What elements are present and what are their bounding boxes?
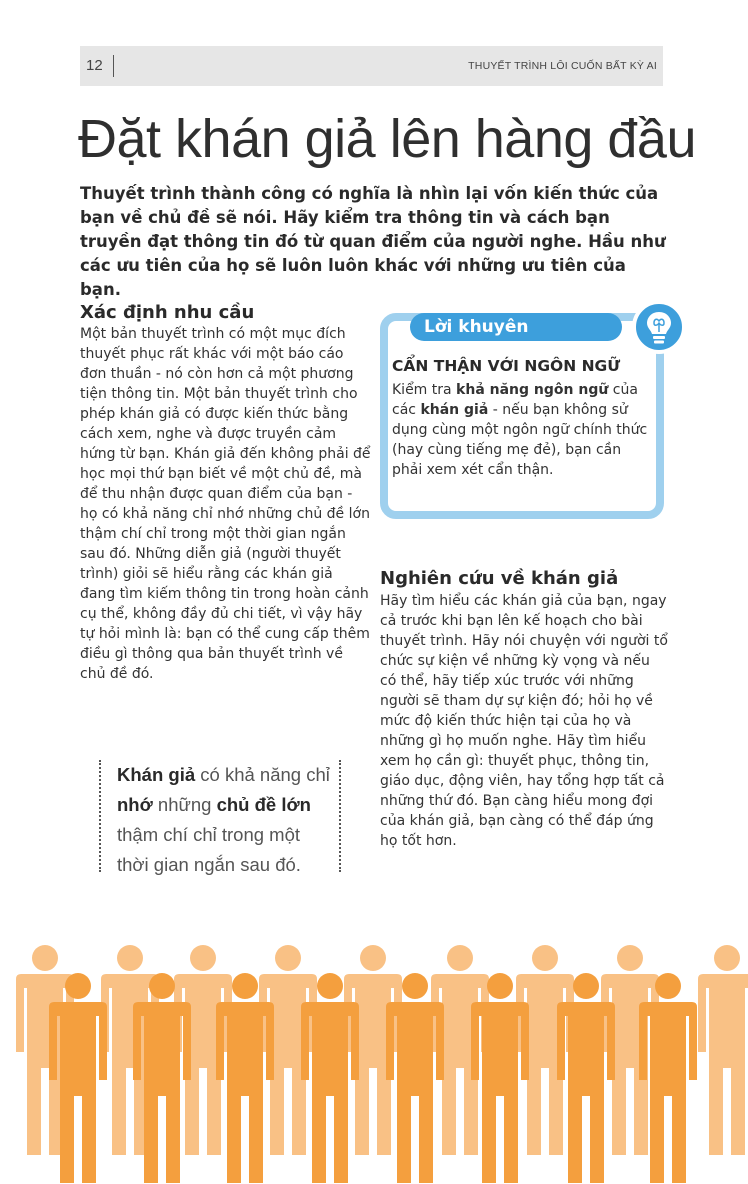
lightbulb-icon — [632, 300, 686, 354]
crowd-person-back — [698, 945, 748, 1155]
crowd-person-front — [301, 973, 359, 1183]
tip-bold-language: khả năng ngôn ngữ — [456, 382, 609, 398]
tip-bold-audience: khán giả — [420, 402, 489, 418]
intro-paragraph: Thuyết trình thành công có nghĩa là nhìn lại vốn kiến thức của bạn về chủ đề sẽ nói. Hãy kiểm tra thông tin và cách bạn truyền đạt thông tin đó từ quan điểm của người nghe. Hầu như các ưu tiên của họ sẽ luôn luôn khác với những ưu tiên của bạn. — [80, 184, 666, 299]
tip-text: Kiểm tra khả năng ngôn ngữ của các khán giả - nếu bạn không sử dụng cùng một ngôn ngữ chính thức (hay cùng tiếng mẹ đẻ), bạn cần phải xem xét cẩn thận. — [392, 382, 648, 478]
crowd-person-front — [557, 973, 615, 1183]
tip-label: Lời khuyên — [410, 313, 622, 341]
page-title: Đặt khán giả lên hàng đầu — [78, 109, 696, 169]
section-heading-needs: Xác định nhu cầu — [80, 302, 255, 323]
quote-rule-left — [99, 760, 101, 872]
crowd-person-front — [386, 973, 444, 1183]
header-divider — [113, 55, 114, 77]
page-number: 12 — [86, 57, 103, 74]
audience-crowd-icon — [0, 940, 748, 1184]
crowd-person-front — [471, 973, 529, 1183]
quote-rule-right — [339, 760, 341, 872]
pull-quote: Khán giả có khả năng chỉ nhớ những chủ đề lớn thậm chí chỉ trong một thời gian ngắn sau đó. — [117, 764, 330, 875]
crowd-person-front — [216, 973, 274, 1183]
running-head-title: THUYẾT TRÌNH LÔI CUỐN BẤT KỲ AI — [468, 60, 657, 72]
running-header — [80, 46, 663, 86]
section-heading-research: Nghiên cứu về khán giả — [380, 568, 619, 589]
section-body-needs: Một bản thuyết trình có một mục đích thuyết phục rất khác với một báo cáo đơn thuần - nó còn hơn cả một phương tiện thông tin. Một bản thuyết trình cho phép khán giả có được kiến thức bằng cách xem, nghe và được truyền cảm hứng từ bạn. Khán giả đến không phải để học mọi thứ bạn biết về một chủ đề, mà để thu nhận được quan điểm của bạn - họ có khả năng chỉ nhớ những chủ đề lớn thậm chí chỉ trong một thời gian ngắn sau đó. Những diễn giả (người thuyết trình) giỏi sẽ hiểu rằng các khán giả đang tìm kiếm thông tin trong hoàn cảnh cụ thể, không đầy đủ chi tiết, vì vậy hãy tự hỏi mình là: bạn có thể cung cấp thêm điều gì thông qua bản thuyết trình về chủ đề đó. — [80, 326, 371, 682]
tip-title: CẨN THẬN VỚI NGÔN NGỮ — [392, 357, 621, 375]
section-body-research: Hãy tìm hiểu các khán giả của bạn, ngay cả trước khi bạn lên kế hoạch cho bài thuyết trình. Hãy nói chuyện với người tổ chức sự kiện về những kỳ vọng và nếu có thể, hãy tiếp xúc trước với những người sẽ tham dự sự kiện đó; hỏi họ về mức độ kiến thức hiện tại của họ và những gì họ muốn nghe. Hãy tìm hiểu xem họ cần gì: thuyết phục, thông tin, giáo dục, động viên, hay tổng hợp tất cả những thứ đó. Bạn càng hiểu mong đợi của khán giả, bạn càng có thể đáp ứng họ tốt hơn. — [380, 593, 668, 849]
